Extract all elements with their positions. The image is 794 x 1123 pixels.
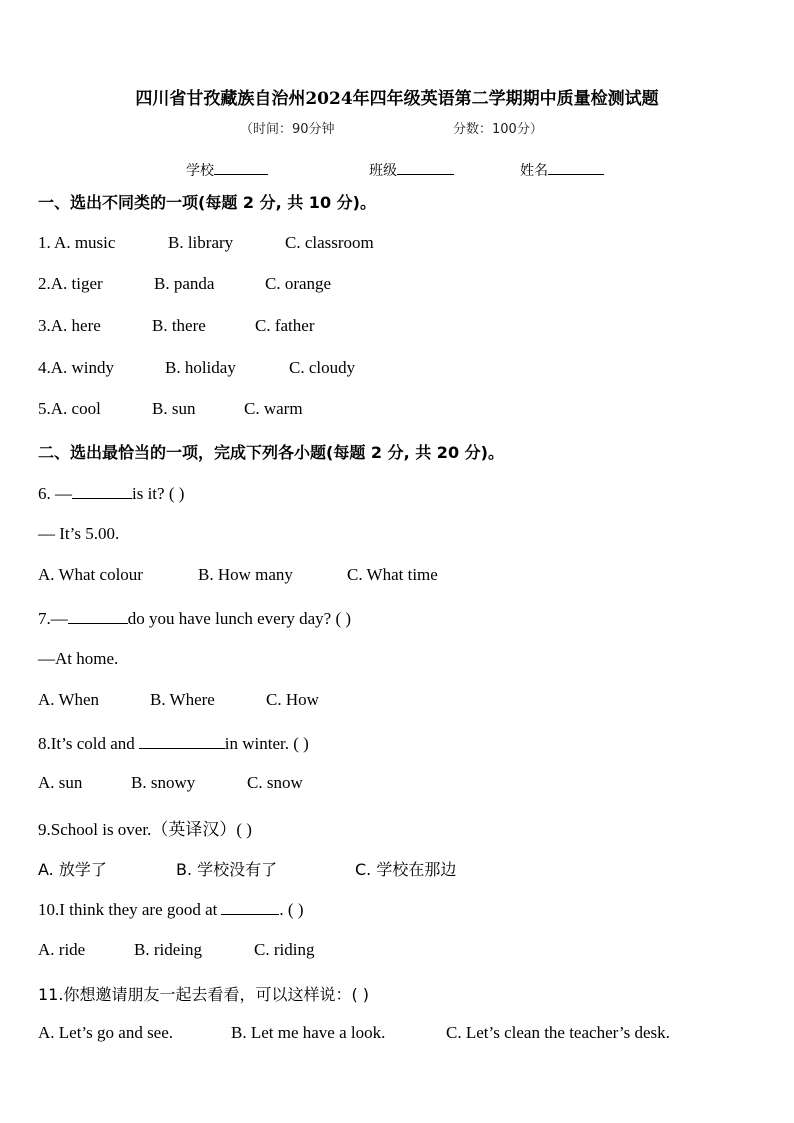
exam-score: 分数：100分） [453, 122, 543, 137]
q2-option-b: B. panda [154, 274, 215, 293]
name-label: 姓名 [520, 163, 548, 179]
q6-stem [38, 482, 184, 504]
q11-option-a: A. Let’s go and see. [38, 1023, 174, 1042]
exam-time: （时间：90分钟 [240, 122, 335, 137]
q4-option-a: 4.A. windy [38, 358, 115, 377]
q7-option-b: B. Where [150, 690, 215, 709]
class-label: 班级 [369, 163, 397, 179]
section-1-heading: 一、选出不同类的一项(每题 2 分, 共 10 分)。 [38, 193, 376, 212]
q9-stem: 9.School is over.（英译汉）( ) [38, 820, 252, 839]
q6-stem-start: 6. — [38, 484, 72, 503]
q8-stem-start: 8.It’s cold and [38, 734, 135, 753]
q8-stem-end: in winter. ( ) [224, 734, 309, 753]
q7-blank[interactable] [68, 607, 128, 624]
school-field[interactable] [186, 160, 268, 180]
q6-blank[interactable] [72, 482, 132, 499]
q6-stem-end: is it? ( ) [132, 484, 185, 503]
q5-option-c: C. warm [244, 399, 303, 418]
class-field[interactable] [369, 160, 454, 180]
q1-option-b: B. library [168, 233, 234, 252]
page-title: 四川省甘孜藏族自治州2024年四年级英语第二学期期中质量检测试题 [135, 89, 659, 109]
q10-option-c: C. riding [254, 940, 315, 959]
section-2-heading: 二、选出最恰当的一项，完成下列各小题(每题 2 分, 共 20 分)。 [38, 443, 504, 462]
q6-answer-line: — It’s 5.00. [38, 524, 120, 543]
q2-option-a: 2.A. tiger [38, 274, 103, 293]
q4-option-b: B. holiday [165, 358, 236, 377]
q7-stem-end: do you have lunch every day? ( ) [127, 609, 352, 628]
q7-stem [38, 607, 351, 629]
q9-option-c: C. 学校在那边 [355, 860, 457, 879]
q3-option-c: C. father [255, 316, 315, 335]
q11-option-b: B. Let me have a look. [231, 1023, 386, 1042]
q4-option-c: C. cloudy [289, 358, 356, 377]
q7-option-c: C. How [266, 690, 319, 709]
q1-option-a: 1. A. music [38, 233, 116, 252]
q6-option-c: C. What time [347, 565, 438, 584]
q8-option-c: C. snow [247, 773, 303, 792]
q7-answer-line: —At home. [38, 649, 119, 668]
q8-option-b: B. snowy [131, 773, 196, 792]
q11-option-c: C. Let’s clean the teacher’s desk. [446, 1023, 670, 1042]
name-blank[interactable] [548, 160, 604, 175]
q11-stem: 11.你想邀请朋友一起去看看，可以这样说：( ) [38, 985, 370, 1004]
q3-option-a: 3.A. here [38, 316, 101, 335]
q5-option-a: 5.A. cool [38, 399, 101, 418]
q6-option-a: A. What colour [38, 565, 143, 584]
q10-option-b: B. rideing [134, 940, 202, 959]
q8-blank[interactable] [139, 732, 225, 749]
q5-option-b: B. sun [152, 399, 196, 418]
q10-stem [38, 898, 303, 920]
school-label: 学校 [186, 163, 214, 179]
q7-stem-start: 7.— [38, 609, 68, 628]
q10-stem-end: . ( ) [279, 900, 304, 919]
q10-blank[interactable] [221, 898, 279, 915]
q3-option-b: B. there [152, 316, 206, 335]
class-blank[interactable] [397, 160, 454, 175]
q1-option-c: C. classroom [285, 233, 374, 252]
q2-option-c: C. orange [265, 274, 332, 293]
q9-option-a: A. 放学了 [38, 860, 107, 879]
q8-stem [38, 732, 309, 754]
q9-option-b: B. 学校没有了 [176, 860, 278, 879]
q10-stem-start: 10.I think they are good at [38, 900, 218, 919]
q8-option-a: A. sun [38, 773, 83, 792]
school-blank[interactable] [214, 160, 268, 175]
name-field[interactable] [520, 160, 604, 180]
q10-option-a: A. ride [38, 940, 86, 959]
q7-option-a: A. When [38, 690, 100, 709]
q6-option-b: B. How many [198, 565, 293, 584]
